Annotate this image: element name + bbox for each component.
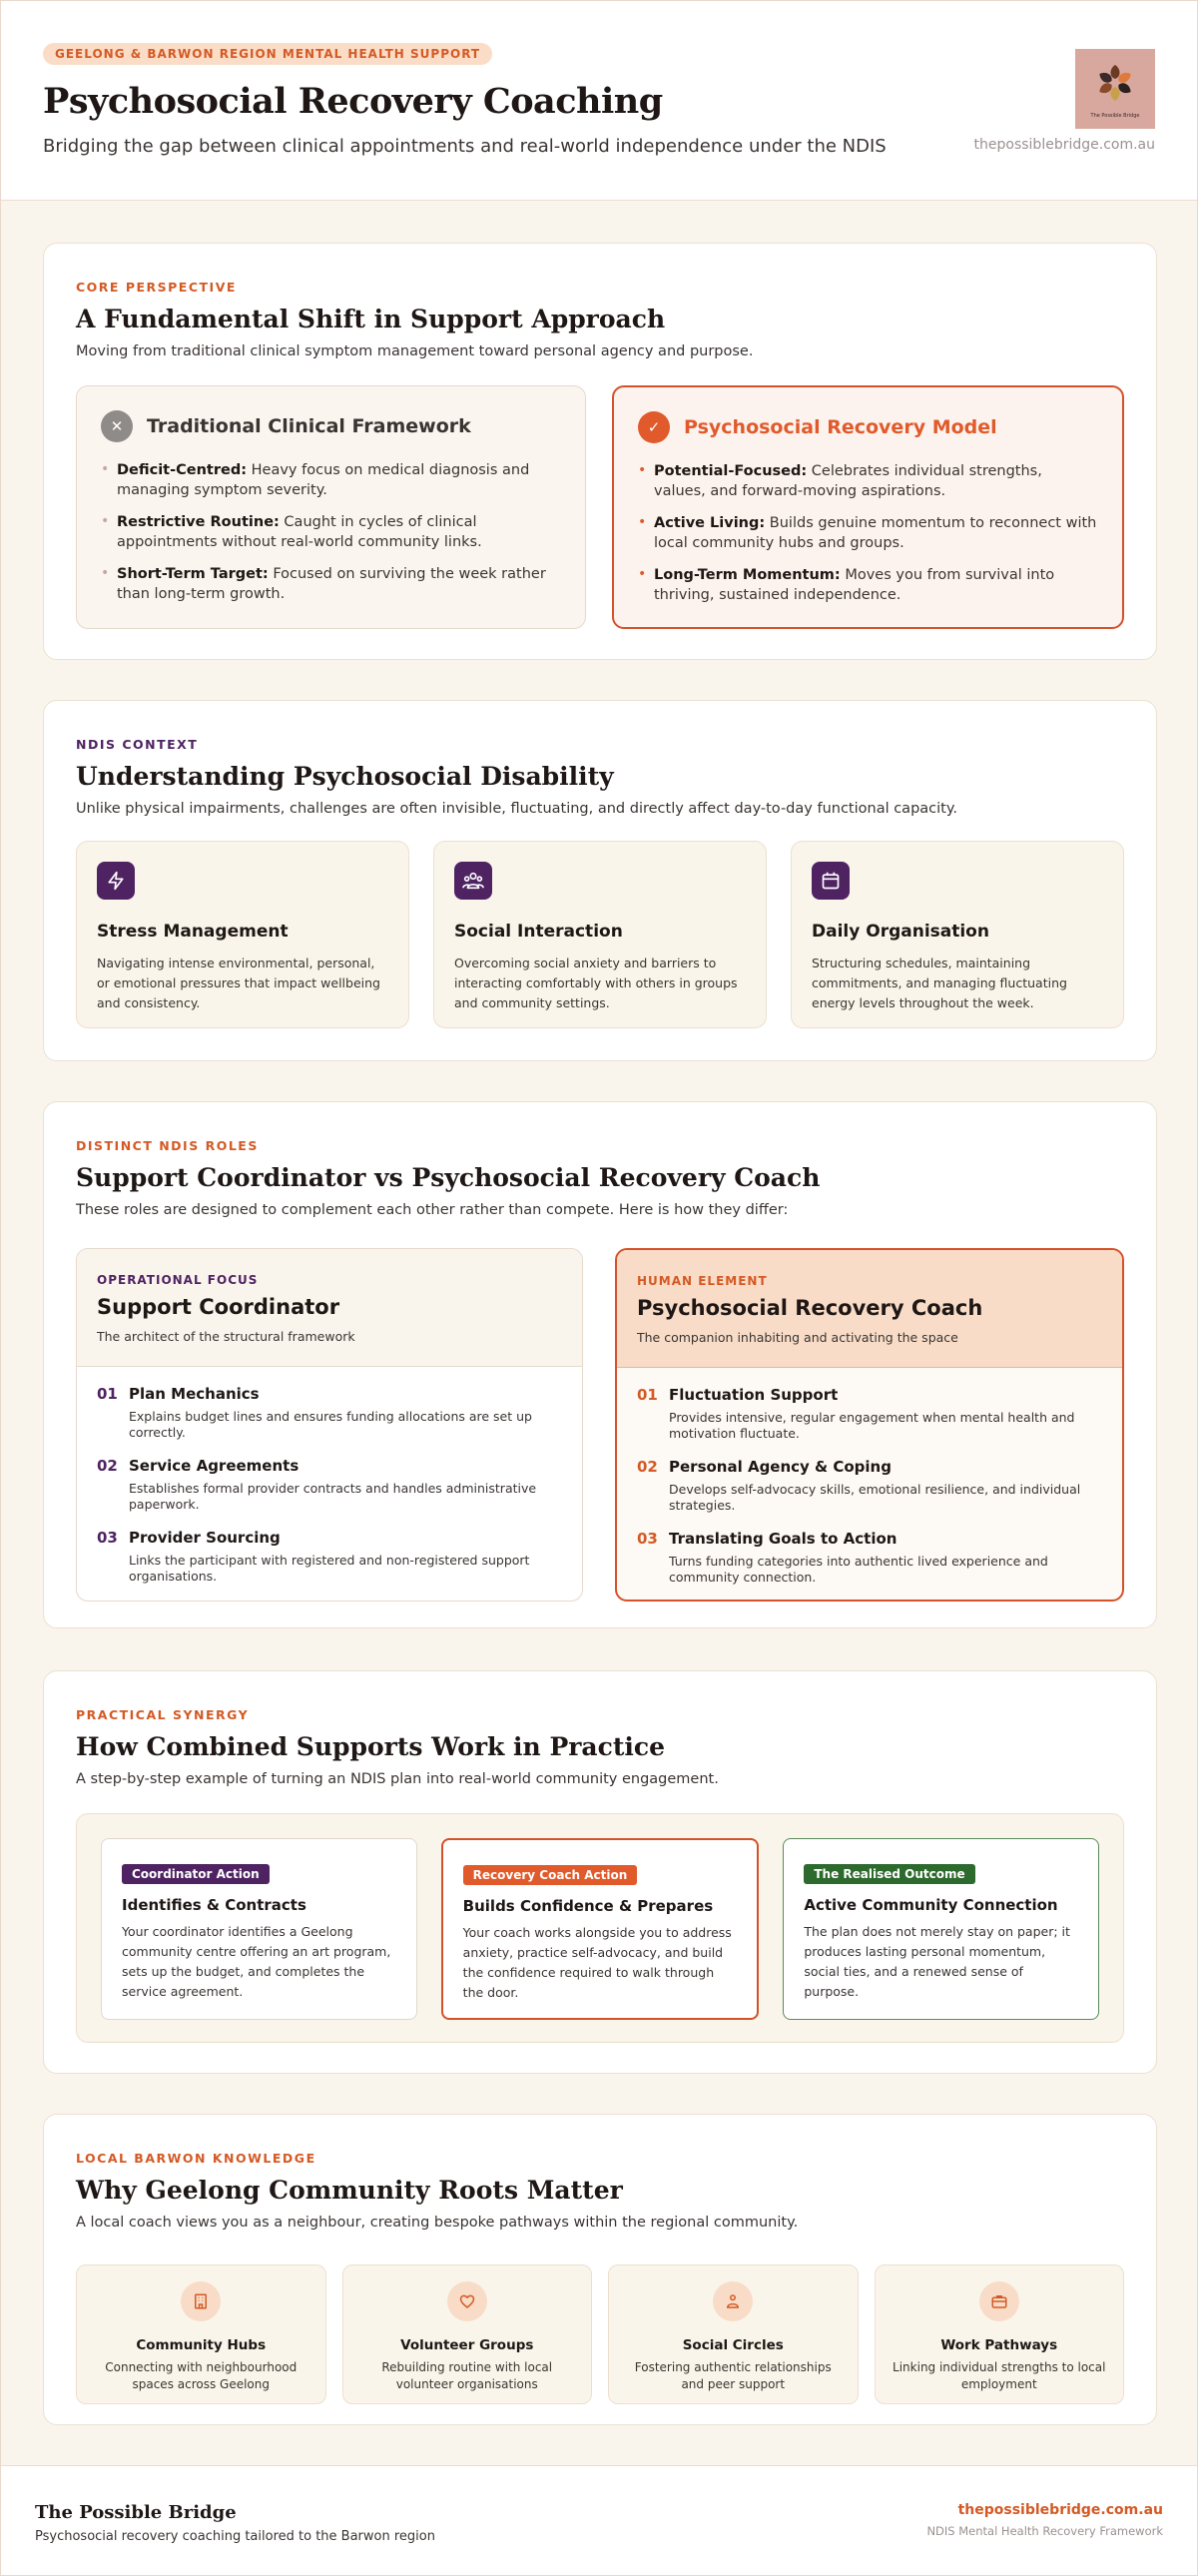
roles-title: Support Coordinator vs Psychosocial Recovery Coach xyxy=(76,1163,821,1192)
list-item: • Active Living: Builds genuine momentum to reconnect with local community hubs and groups. xyxy=(638,513,1098,553)
step-title: Active Community Connection xyxy=(804,1896,1058,1914)
briefcase-icon xyxy=(979,2281,1019,2321)
step-text: Your coordinator identifies a Geelong community centre offering an art program, sets up the budget, and completes the service agreement. xyxy=(122,1924,391,1999)
context-eyebrow: NDIS CONTEXT xyxy=(76,737,199,752)
root-card-hubs xyxy=(76,2264,326,2404)
roots-eyebrow: LOCAL BARWON KNOWLEDGE xyxy=(76,2151,316,2166)
heart-icon xyxy=(447,2281,487,2321)
page-title: Psychosocial Recovery Coaching xyxy=(43,81,663,122)
list-item: • Short-Term Target: Focused on surviving the week rather than long-term growth. xyxy=(101,564,561,604)
footer-framework: NDIS Mental Health Recovery Framework xyxy=(926,2524,1163,2538)
fact-title: Daily Organisation xyxy=(812,922,989,942)
root-card-volunteer xyxy=(342,2264,593,2404)
role-eyebrow: HUMAN ELEMENT xyxy=(637,1274,768,1288)
footer-brand: The Possible Bridge xyxy=(35,2502,237,2523)
context-desc: Unlike physical impairments, challenges are often invisible, fluctuating, and directly affect day-to-day functional capacity. xyxy=(76,801,957,817)
context-card xyxy=(43,700,1157,1061)
page-subtitle: Bridging the gap between clinical appointments and real-world independence under the NDIS xyxy=(43,136,887,157)
root-text: Fostering authentic relationships and peer support xyxy=(634,2360,832,2391)
step-coach xyxy=(441,1838,760,2020)
fact-title: Social Interaction xyxy=(454,922,623,942)
root-card-social xyxy=(608,2264,859,2404)
roles-card xyxy=(43,1101,1157,1628)
recovery-coach-panel xyxy=(615,1248,1124,1602)
synergy-card xyxy=(43,1670,1157,2074)
list-item: • Potential-Focused: Celebrates individual strengths, values, and forward-moving aspirations. xyxy=(638,461,1098,501)
traditional-title: Traditional Clinical Framework xyxy=(147,415,471,437)
roots-card xyxy=(43,2114,1157,2425)
calendar-icon xyxy=(812,862,850,900)
brand-logo xyxy=(1075,49,1155,129)
synergy-desc: A step-by-step example of turning an NDIS plan into real-world community engagement. xyxy=(76,1771,719,1787)
fact-title: Stress Management xyxy=(97,922,289,942)
step-outcome xyxy=(783,1838,1099,2020)
root-title: Work Pathways xyxy=(940,2337,1058,2353)
step-text: Your coach works alongside you to address anxiety, practice self-advocacy, and build the confidence required to walk through the door. xyxy=(462,1925,732,2000)
roots-title: Why Geelong Community Roots Matter xyxy=(76,2176,623,2205)
site-url[interactable]: thepossiblebridge.com.au xyxy=(973,137,1155,153)
list-item: • Long-Term Momentum: Moves you from survival into thriving, sustained independence. xyxy=(638,565,1098,605)
list-item: 01 Fluctuation Support Provides intensive, regular engagement when mental health and motivation fluctuate. xyxy=(637,1386,1075,1441)
people-icon xyxy=(454,862,492,900)
lightning-icon xyxy=(97,862,135,900)
list-item: 03 Translating Goals to Action Turns funding categories into authentic lived experience and community connection. xyxy=(637,1530,1048,1585)
perspective-eyebrow: CORE PERSPECTIVE xyxy=(76,280,237,295)
role-title: Support Coordinator xyxy=(97,1295,340,1319)
root-text: Rebuilding routine with local volunteer organisations xyxy=(381,2360,553,2391)
traditional-framework-panel xyxy=(76,385,586,629)
list-item: 03 Provider Sourcing Links the participant with registered and non-registered support organisations. xyxy=(97,1529,530,1584)
fact-text: Navigating intense environmental, personal, or emotional pressures that impact wellbeing and consistency. xyxy=(97,956,380,1010)
root-text: Connecting with neighbourhood spaces across Geelong xyxy=(105,2360,298,2391)
page-header xyxy=(1,1,1197,201)
close-icon: ✕ xyxy=(101,410,133,442)
step-coordinator xyxy=(101,1838,417,2020)
building-icon xyxy=(181,2281,221,2321)
fact-card-social xyxy=(433,841,767,1028)
footer-url-link[interactable]: thepossiblebridge.com.au xyxy=(957,2502,1163,2518)
roles-desc: These roles are designed to complement each other rather than compete. Here is how they differ: xyxy=(76,1202,789,1218)
step-title: Identifies & Contracts xyxy=(122,1896,306,1914)
role-eyebrow: OPERATIONAL FOCUS xyxy=(97,1273,259,1287)
list-item: • Restrictive Routine: Caught in cycles of clinical appointments without real-world community links. xyxy=(101,512,561,552)
fact-text: Overcoming social anxiety and barriers to interacting comfortably with others in groups and community settings. xyxy=(454,956,738,1010)
support-coordinator-panel xyxy=(76,1248,583,1602)
synergy-title: How Combined Supports Work in Practice xyxy=(76,1732,666,1761)
check-icon: ✓ xyxy=(638,411,670,443)
root-title: Community Hubs xyxy=(136,2337,267,2353)
step-tag: Coordinator Action xyxy=(122,1864,270,1884)
step-tag: The Realised Outcome xyxy=(804,1864,974,1884)
step-text: The plan does not merely stay on paper; it produces lasting personal momentum, social ties, and a renewed sense of purpose. xyxy=(804,1924,1070,1999)
step-title: Builds Confidence & Prepares xyxy=(462,1897,714,1915)
synergy-eyebrow: PRACTICAL SYNERGY xyxy=(76,1707,250,1722)
roots-desc: A local coach views you as a neighbour, creating bespoke pathways within the regional community. xyxy=(76,2215,799,2231)
list-item: 02 Service Agreements Establishes formal provider contracts and handles administrative paperwork. xyxy=(97,1457,537,1512)
step-tag: Recovery Coach Action xyxy=(463,1865,638,1885)
role-title: Psychosocial Recovery Coach xyxy=(637,1296,983,1320)
fact-card-organisation xyxy=(791,841,1124,1028)
root-title: Volunteer Groups xyxy=(400,2337,534,2353)
fact-card-stress xyxy=(76,841,409,1028)
root-text: Linking individual strengths to local employment xyxy=(893,2360,1106,2391)
role-subtitle: The companion inhabiting and activating the space xyxy=(637,1330,958,1345)
root-card-work xyxy=(875,2264,1125,2404)
perspective-card xyxy=(43,243,1157,660)
list-item: 01 Plan Mechanics Explains budget lines and ensures funding allocations are set up correctly. xyxy=(97,1385,532,1440)
list-item: 02 Personal Agency & Coping Develops self-advocacy skills, emotional resilience, and individual strategies. xyxy=(637,1458,1081,1513)
region-pill: GEELONG & BARWON REGION MENTAL HEALTH SUPPORT xyxy=(43,43,492,65)
recovery-model-panel xyxy=(612,385,1124,629)
logo-text: The Possible Bridge xyxy=(1090,113,1140,119)
people-icon xyxy=(713,2281,753,2321)
footer-tagline: Psychosocial recovery coaching tailored to the Barwon region xyxy=(35,2529,435,2544)
role-subtitle: The architect of the structural framework xyxy=(97,1329,355,1344)
perspective-title: A Fundamental Shift in Support Approach xyxy=(76,305,666,333)
recovery-title: Psychosocial Recovery Model xyxy=(684,416,997,438)
fact-text: Structuring schedules, maintaining commitments, and managing fluctuating energy levels throughout the week. xyxy=(812,956,1067,1010)
page-footer xyxy=(1,2465,1197,2575)
context-title: Understanding Psychosocial Disability xyxy=(76,762,614,791)
synergy-steps xyxy=(76,1813,1124,2043)
perspective-desc: Moving from traditional clinical symptom management toward personal agency and purpose. xyxy=(76,343,754,359)
logo-mark-icon xyxy=(1075,49,1155,129)
root-title: Social Circles xyxy=(682,2337,784,2353)
roles-eyebrow: DISTINCT NDIS ROLES xyxy=(76,1138,259,1153)
list-item: • Deficit-Centred: Heavy focus on medical diagnosis and managing symptom severity. xyxy=(101,460,561,500)
